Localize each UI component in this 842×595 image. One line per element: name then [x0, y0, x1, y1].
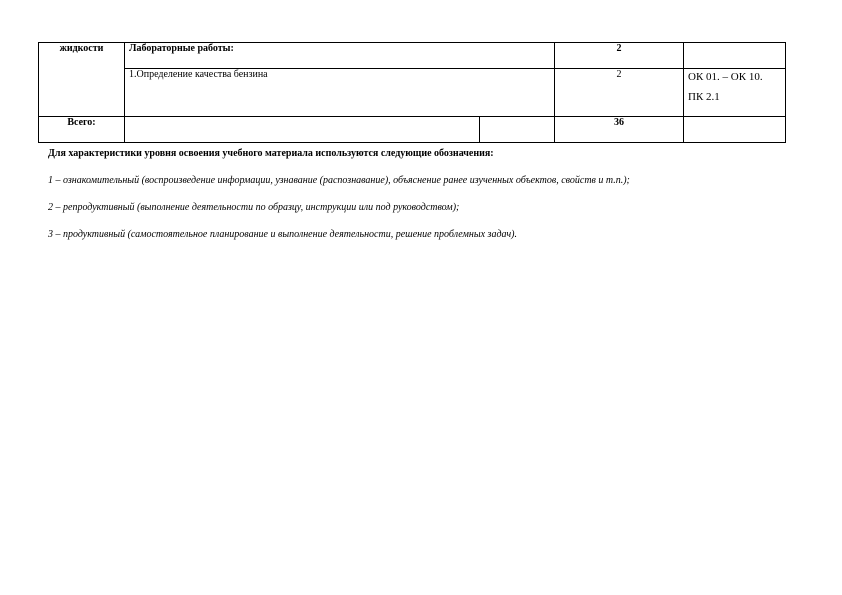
lab-hours-cell: 2 [555, 43, 684, 69]
lab-work-competencies-cell [684, 69, 786, 117]
competencies-line-1: ОК 01. – ОК 10. [688, 71, 763, 83]
section-name-cell: жидкости [39, 43, 125, 117]
total-empty-cell [125, 117, 480, 143]
table-row-total [39, 117, 786, 143]
table-row [39, 43, 786, 69]
level-1-text: 1 – ознакомительный (воспроизведение информации, узнавание (распознавание), объяснение ранее изученных объектов, свойств и т.п.); [48, 175, 630, 186]
levels-intro-text: Для характеристики уровня освоения учебного материала используются следующие обозначения: [48, 148, 494, 159]
lab-competencies-cell [684, 43, 786, 69]
table-row [39, 69, 786, 117]
curriculum-table [38, 42, 786, 143]
total-empty-cell [480, 117, 555, 143]
lab-work-topic-cell: 1.Определение качества бензина [125, 69, 555, 117]
total-label-cell: Всего: [39, 117, 125, 143]
total-empty-cell [684, 117, 786, 143]
level-3-text: 3 – продуктивный (самостоятельное планирование и выполнение деятельности, решение проблемных задач). [48, 229, 517, 240]
total-hours-cell: 36 [555, 117, 684, 143]
level-2-text: 2 – репродуктивный (выполнение деятельности по образцу, инструкции или под руководством); [48, 202, 460, 213]
competencies-line-2: ПК 2.1 [688, 91, 720, 103]
lab-work-hours-cell: 2 [555, 69, 684, 117]
lab-works-heading-cell: Лабораторные работы: [125, 43, 555, 69]
